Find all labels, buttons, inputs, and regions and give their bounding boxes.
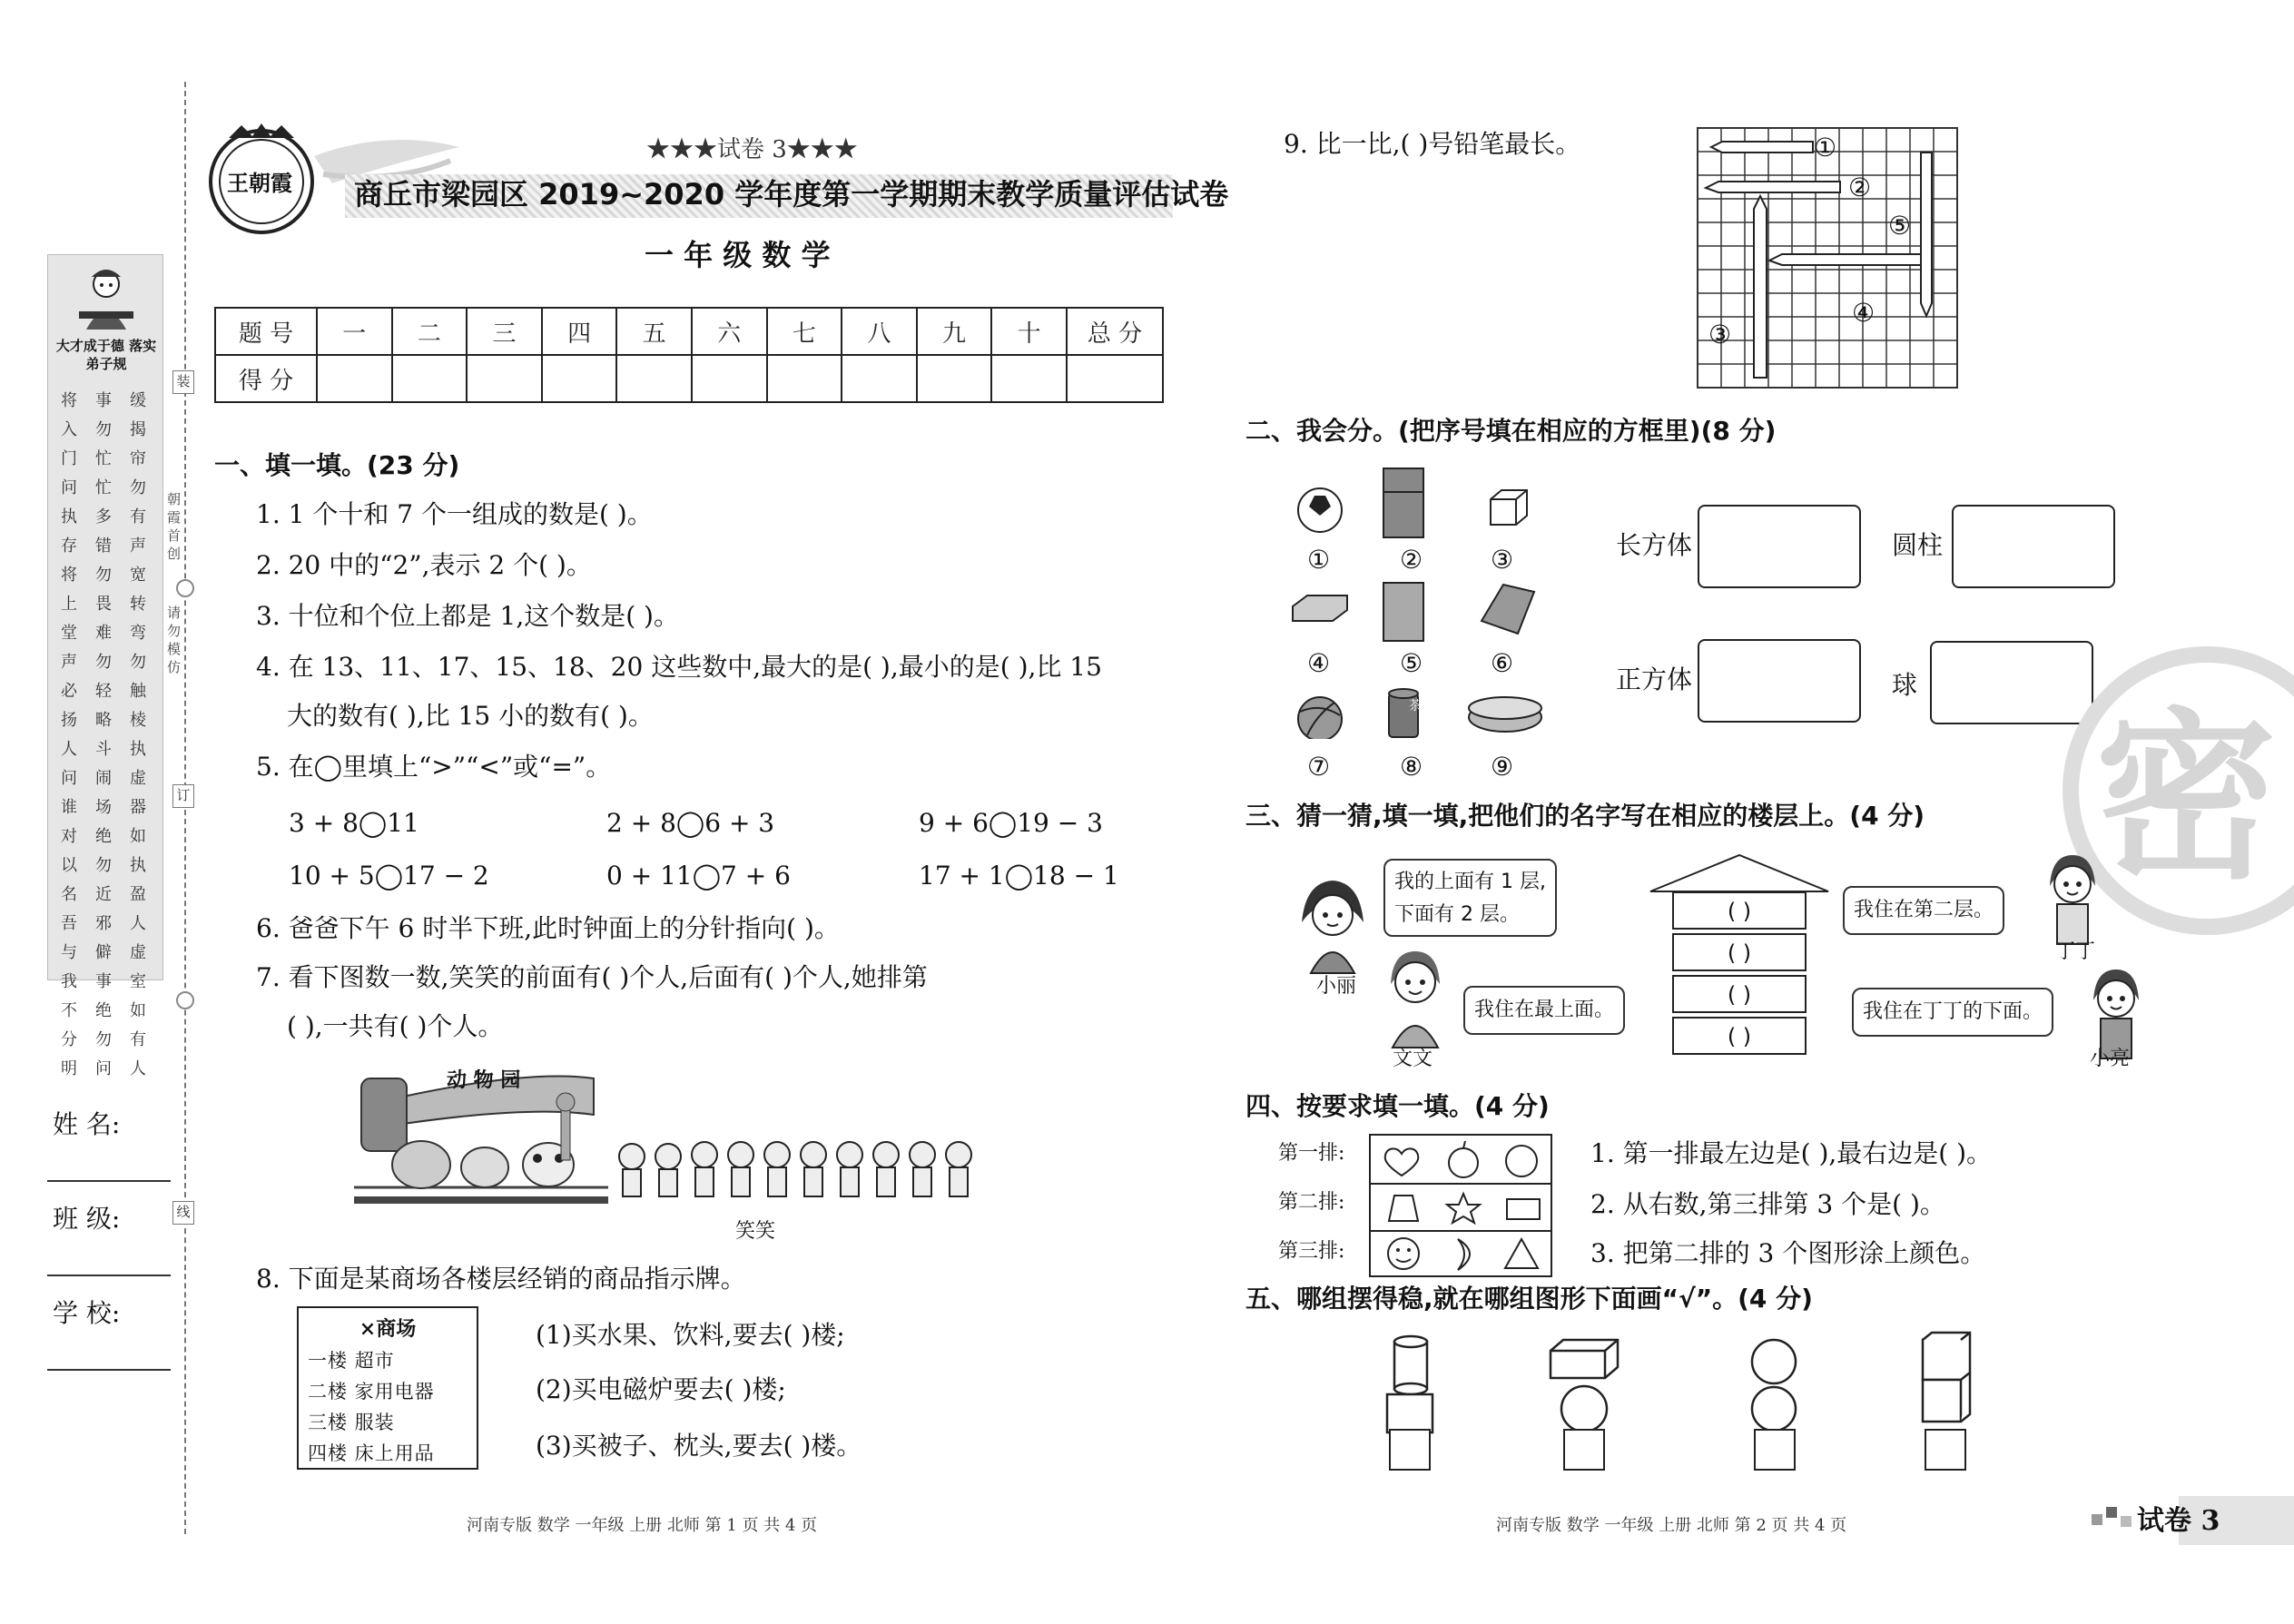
mall-floor-row: 一楼 超市 — [308, 1350, 395, 1372]
object-number: ⑤ — [1400, 648, 1423, 678]
pencil-label: ② — [1848, 172, 1872, 202]
stability-answer-box[interactable] — [1925, 1429, 1966, 1471]
zoo-queue-illustration — [349, 1060, 989, 1233]
score-cell[interactable] — [392, 355, 468, 402]
corner-tag: 试卷 3 — [2137, 1505, 2220, 1537]
sphere-label: 球 — [1892, 670, 1918, 700]
question-6: 6. 爸爸下午 6 时半下班,此时钟面上的分针指向( )。 — [256, 913, 840, 943]
seal-mark: 装 — [172, 370, 194, 394]
logo-text: 王朝霞 — [227, 170, 292, 196]
class-label: 班 级: — [53, 1204, 121, 1234]
score-header: 五 — [616, 308, 692, 355]
solid-objects-row3 — [1289, 675, 1561, 739]
corner-dot — [2092, 1514, 2102, 1525]
binding-hole — [176, 579, 194, 597]
question-9: 9. 比一比,( )号铅笔最长。 — [1284, 129, 1581, 159]
bubble-line: 下面有 2 层。 — [1394, 903, 1520, 926]
compare-item[interactable]: 10 + 5◯17 − 2 — [289, 861, 489, 891]
xiaoxiao-label: 笑笑 — [735, 1220, 776, 1243]
stability-answer-box[interactable] — [1389, 1429, 1431, 1471]
score-header: 总 分 — [1067, 308, 1163, 355]
wenwen-name: 文文 — [1393, 1048, 1433, 1070]
score-header: 九 — [917, 308, 992, 355]
xiaoli-speech-bubble — [1383, 859, 1557, 937]
score-header: 八 — [842, 308, 917, 355]
seal-mark: 线 — [172, 1201, 194, 1225]
can-label: 茶 — [1409, 699, 1422, 714]
floor-blank: ( ) — [1727, 899, 1752, 924]
score-header: 一 — [317, 308, 392, 355]
score-cell[interactable] — [616, 355, 692, 402]
motto-column: 将入门问执存将上堂声必扬人问谁对以名吾与我不分明 — [61, 391, 77, 1078]
pencil-label: ③ — [1708, 320, 1732, 349]
compare-item[interactable]: 9 + 6◯19 − 3 — [919, 808, 1103, 838]
question-4-line2: 大的数有( ),比 15 小的数有( )。 — [287, 701, 654, 731]
question-4-1: 1. 第一排最左边是( ),最右边是( )。 — [1590, 1138, 1993, 1168]
score-header: 题 号 — [215, 308, 317, 355]
score-cell[interactable] — [467, 355, 542, 402]
scholar-illustration — [74, 261, 139, 333]
wenwen-figure — [1374, 946, 1456, 1055]
floor-4[interactable] — [1672, 891, 1807, 930]
object-number: ⑨ — [1491, 752, 1514, 782]
wenwen-speech-bubble: 我住在最上面。 — [1463, 986, 1625, 1035]
pencil-label: ④ — [1852, 298, 1876, 328]
floor-3[interactable] — [1672, 933, 1807, 971]
compare-item[interactable]: 3 + 8◯11 — [289, 808, 419, 838]
score-cell[interactable] — [991, 355, 1067, 402]
question-4-3: 3. 把第二排的 3 个图形涂上颜色。 — [1590, 1238, 1986, 1268]
score-cell[interactable] — [542, 355, 617, 402]
score-header: 六 — [692, 308, 767, 355]
paper-tag: ★★★试卷 3★★★ — [646, 136, 858, 163]
zoo-sign: 动 物 园 — [447, 1069, 521, 1092]
score-header: 十 — [991, 308, 1067, 355]
name-field-line[interactable] — [47, 1180, 171, 1182]
floor-blank: ( ) — [1727, 940, 1752, 966]
class-field-line[interactable] — [47, 1275, 171, 1276]
mall-sign — [297, 1306, 478, 1470]
footer-left: 河南专版 数学 一年级 上册 北师 第 1 页 共 4 页 — [467, 1516, 818, 1535]
stability-answer-box[interactable] — [1563, 1429, 1605, 1471]
score-cell[interactable] — [917, 355, 992, 402]
stacking-groups — [1362, 1331, 1997, 1476]
motto-column: 缓揭帘勿有声宽转弯勿触棱执虚器如执盈人虚室如有人 — [130, 391, 146, 1078]
object-number: ⑦ — [1307, 752, 1331, 782]
school-field-line[interactable] — [47, 1369, 171, 1371]
bubble-line: 我的上面有 1 层, — [1394, 871, 1546, 893]
xiaoli-figure — [1287, 877, 1378, 977]
cube-label: 正方体 — [1616, 664, 1693, 694]
seal-mark: 订 — [172, 784, 194, 808]
object-number: ③ — [1491, 545, 1514, 575]
object-number: ④ — [1307, 648, 1331, 678]
pencil-label: ① — [1814, 133, 1837, 162]
row-label: 第二排: — [1278, 1191, 1345, 1214]
score-cell[interactable] — [692, 355, 767, 402]
object-number: ① — [1307, 545, 1331, 575]
cuboid-answer-box[interactable] — [1698, 505, 1861, 588]
question-3: 3. 十位和个位上都是 1,这个数是( )。 — [256, 601, 679, 631]
question-4-line1: 4. 在 13、11、17、15、18、20 这些数中,最大的是( ),最小的是( ),比 15 — [256, 652, 1102, 682]
motto-panel — [47, 254, 163, 1078]
question-8-part3: (3)买被子、枕头,要去( )楼。 — [536, 1431, 862, 1461]
floor-blank: ( ) — [1727, 982, 1752, 1008]
section1-heading: 一、填一填。(23 分) — [214, 450, 460, 480]
subject-title: 一 年 级 数 学 — [645, 238, 831, 272]
stability-answer-box[interactable] — [1754, 1429, 1796, 1471]
score-cell[interactable] — [767, 355, 842, 402]
house-roof — [1649, 853, 1830, 893]
section3-heading: 三、猜一猜,填一填,把他们的名字写在相应的楼层上。(4 分) — [1245, 801, 1925, 831]
object-number: ⑥ — [1491, 648, 1514, 678]
cylinder-answer-box[interactable] — [1952, 505, 2115, 588]
pencil-label: ⑤ — [1888, 211, 1912, 241]
mall-title: ×商场 — [359, 1317, 417, 1341]
row-label: 第三排: — [1278, 1240, 1345, 1263]
shape-glyphs — [1371, 1136, 1554, 1279]
score-cell[interactable] — [842, 355, 917, 402]
floor-blank: ( ) — [1727, 1024, 1752, 1049]
margin-note: 请勿模仿 — [167, 605, 182, 675]
section2-heading: 二、我会分。(把序号填在相应的方框里)(8 分) — [1245, 416, 1777, 446]
section5-heading: 五、哪组摆得稳,就在哪组图形下面画“√”。(4 分) — [1245, 1284, 1813, 1314]
xiaoli-name: 小丽 — [1316, 975, 1357, 998]
object-number: ⑧ — [1400, 752, 1423, 782]
score-cell[interactable] — [317, 355, 392, 402]
question-5: 5. 在◯里填上“>”“<”或“=”。 — [256, 752, 612, 782]
corner-dot — [2121, 1516, 2132, 1527]
compare-item[interactable]: 0 + 11◯7 + 6 — [606, 861, 791, 891]
score-row-label: 得 分 — [215, 355, 317, 402]
row-label: 第一排: — [1278, 1142, 1345, 1165]
score-cell[interactable] — [1067, 355, 1163, 402]
xiaoliang-name: 小亮 — [2090, 1048, 2131, 1070]
question-2: 2. 20 中的“2”,表示 2 个( )。 — [256, 550, 592, 580]
floor-1[interactable] — [1672, 1017, 1807, 1055]
mall-floor-row: 三楼 服装 — [308, 1412, 395, 1433]
cylinder-label: 圆柱 — [1892, 530, 1944, 560]
score-header: 七 — [767, 308, 842, 355]
cube-answer-box[interactable] — [1698, 639, 1861, 723]
cuboid-label: 长方体 — [1616, 530, 1693, 560]
motto-column: 事勿忙忙多错勿畏难勿轻略斗闹场绝勿近邪僻事绝勿问 — [95, 391, 112, 1078]
question-7-line1: 7. 看下图数一数,笑笑的前面有( )个人,后面有( )个人,她排第 — [256, 962, 928, 992]
dingding-figure — [2032, 850, 2113, 950]
xiaoliang-speech-bubble: 我住在丁丁的下面。 — [1852, 988, 2053, 1037]
question-8: 8. 下面是某商场各楼层经销的商品指示牌。 — [256, 1264, 746, 1294]
exam-title: 商丘市梁园区 2019~2020 学年度第一学期期末教学质量评估试卷 — [354, 177, 1229, 212]
score-header: 三 — [467, 308, 542, 355]
stamp-char: 密 — [2095, 693, 2278, 904]
dingding-name: 丁丁 — [2055, 940, 2096, 963]
question-1: 1. 1 个十和 7 个一组成的数是( )。 — [256, 499, 653, 529]
binding-hole — [176, 991, 194, 1009]
compare-item[interactable]: 17 + 1◯18 − 1 — [919, 861, 1119, 891]
question-4-2: 2. 从右数,第三排第 3 个是( )。 — [1590, 1189, 1945, 1219]
section4-heading: 四、按要求填一填。(4 分) — [1245, 1091, 1550, 1121]
binding-dashed-line — [184, 82, 186, 1534]
footer-right: 河南专版 数学 一年级 上册 北师 第 2 页 共 4 页 — [1496, 1516, 1847, 1535]
score-header: 四 — [542, 308, 617, 355]
score-table — [214, 307, 1164, 403]
score-header: 二 — [392, 308, 468, 355]
compare-item[interactable]: 2 + 8◯6 + 3 — [606, 808, 775, 838]
question-7-line2: ( ),一共有( )个人。 — [287, 1011, 504, 1041]
question-8-part1: (1)买水果、饮料,要去( )楼; — [536, 1320, 845, 1350]
margin-note: 朝霞首创 — [167, 491, 182, 562]
mall-floor-row: 四楼 床上用品 — [308, 1442, 435, 1464]
motto-title: 大才成于德 落实弟子规 — [55, 338, 157, 372]
question-8-part2: (2)买电磁炉要去( )楼; — [536, 1374, 786, 1404]
shape-rows-panel — [1369, 1134, 1552, 1277]
pencil-grid — [1697, 127, 1958, 389]
object-number: ② — [1400, 545, 1423, 575]
mall-floor-row: 二楼 家用电器 — [308, 1381, 435, 1403]
school-label: 学 校: — [53, 1298, 121, 1328]
name-label: 姓 名: — [53, 1109, 121, 1139]
dingding-speech-bubble: 我住在第二层。 — [1843, 886, 2004, 935]
floor-2[interactable] — [1672, 975, 1807, 1013]
corner-dot — [2106, 1507, 2117, 1518]
